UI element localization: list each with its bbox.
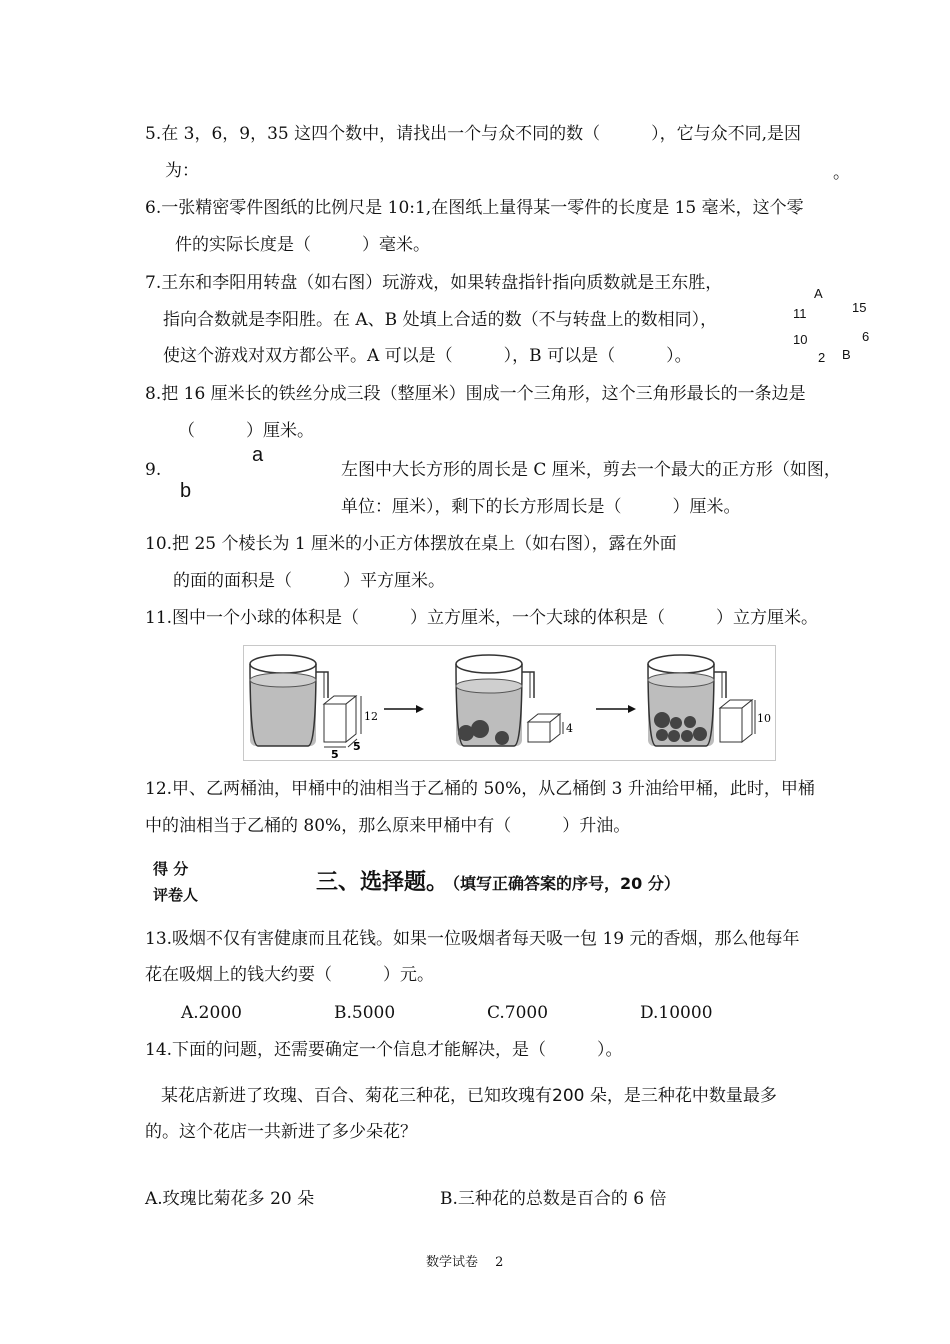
q5-line2: 为： [165, 161, 199, 181]
q5-line1: 5.在 3，6，9，35 这四个数中，请找出一个与众不同的数（ ），它与众不同,是因 [145, 124, 802, 144]
height-label-4: 4 [566, 722, 573, 735]
q9-line2: 单位：厘米），剩下的长方形周长是（ ）厘米。 [341, 497, 741, 517]
q13-line1: 13.吸烟不仅有害健康而且花钱。如果一位吸烟者每天吸一包 19 元的香烟，那么他每年 [145, 929, 800, 949]
height-label-12: 12 [364, 710, 378, 723]
cuboid-3 [720, 700, 755, 742]
q10-line2: 的面的面积是（ ）平方厘米。 [173, 571, 445, 591]
q9-label-a: a [252, 444, 264, 466]
beaker-2 [456, 655, 534, 746]
q8-line1: 8.把 16 厘米长的铁丝分成三段（整厘米）围成一个三角形，这个三角形最长的一条边是 [145, 384, 806, 404]
spinner-label-b: B [842, 347, 851, 362]
q7-line1: 7.王东和李阳用转盘（如右图）玩游戏，如果转盘指针指向质数就是王东胜， [145, 273, 723, 293]
q12-line2: 中的油相当于乙桶的 80%，那么原来甲桶中有（ ）升油。 [145, 816, 631, 836]
q14-para2: 的。这个花店一共新进了多少朵花？ [145, 1122, 417, 1142]
cuboid-2 [528, 714, 563, 742]
spinner-number-11: 11 [793, 306, 807, 321]
q9-label-b: b [180, 480, 192, 502]
spinner-label-a: A [814, 286, 823, 301]
q14-para1: 某花店新进了玫瑰、百合、菊花三种花，已知玫瑰有200 朵，是三种花中数量最多 [161, 1086, 777, 1106]
spinner-number-2: 2 [818, 350, 826, 365]
beaker-1 [250, 655, 328, 746]
width-label-5: 5 [331, 748, 339, 760]
q14-option-a: A.玫瑰比菊花多 20 朵 [145, 1189, 315, 1209]
spinner-number-15: 15 [852, 300, 867, 315]
q14-line1: 14.下面的问题，还需要确定一个信息才能解决，是（ ）。 [145, 1040, 623, 1060]
q10-line1: 10.把 25 个棱长为 1 厘米的小正方体摆放在桌上（如右图），露在外面 [145, 534, 677, 554]
q13-option-b: B.5000 [334, 1003, 396, 1023]
q12-line1: 12.甲、乙两桶油，甲桶中的油相当于乙桶的 50%，从乙桶倒 3 升油给甲桶，此时，甲桶 [145, 779, 815, 799]
grader-label: 评卷人 [153, 886, 199, 904]
q5-end-mark: 。 [833, 163, 850, 183]
height-label-10: 10 [757, 712, 771, 725]
q13-option-a: A.2000 [181, 1003, 242, 1023]
q11-line1: 11.图中一个小球的体积是（ ）立方厘米，一个大球的体积是（ ）立方厘米。 [145, 608, 819, 628]
q7-line2: 指向合数就是李阳胜。在 A、B 处填上合适的数（不与转盘上的数相同）， [163, 310, 718, 330]
q9-number: 9. [145, 460, 162, 480]
score-label: 得 分 [153, 860, 189, 878]
q13-option-d: D.10000 [640, 1003, 713, 1023]
section-note: （填写正确答案的序号，20 分） [444, 874, 680, 893]
page-footer: 数学试卷 2 [426, 1255, 504, 1270]
q6-line1: 6.一张精密零件图纸的比例尺是 10:1,在图纸上量得某一零件的长度是 15 毫米，这个零 [145, 198, 804, 218]
section-title: 三、选择题。 [316, 870, 449, 895]
q7-line3: 使这个游戏对双方都公平。A 可以是（ ），B 可以是（ ）。 [163, 346, 692, 366]
q14-option-b: B.三种花的总数是百合的 6 倍 [440, 1189, 667, 1209]
ball-volume-figure [243, 645, 776, 761]
q13-option-c: C.7000 [487, 1003, 549, 1023]
q13-line2: 花在吸烟上的钱大约要（ ）元。 [145, 965, 434, 985]
depth-label-5: 5 [353, 740, 361, 753]
spinner-number-10: 10 [793, 332, 808, 347]
q6-line2: 件的实际长度是（ ）毫米。 [175, 235, 430, 255]
beaker-3 [648, 655, 726, 746]
q8-line2: （ ）厘米。 [178, 421, 314, 441]
spinner-number-6: 6 [862, 329, 870, 344]
q9-line1: 左图中大长方形的周长是 C 厘米，剪去一个最大的正方形（如图， [341, 460, 841, 480]
